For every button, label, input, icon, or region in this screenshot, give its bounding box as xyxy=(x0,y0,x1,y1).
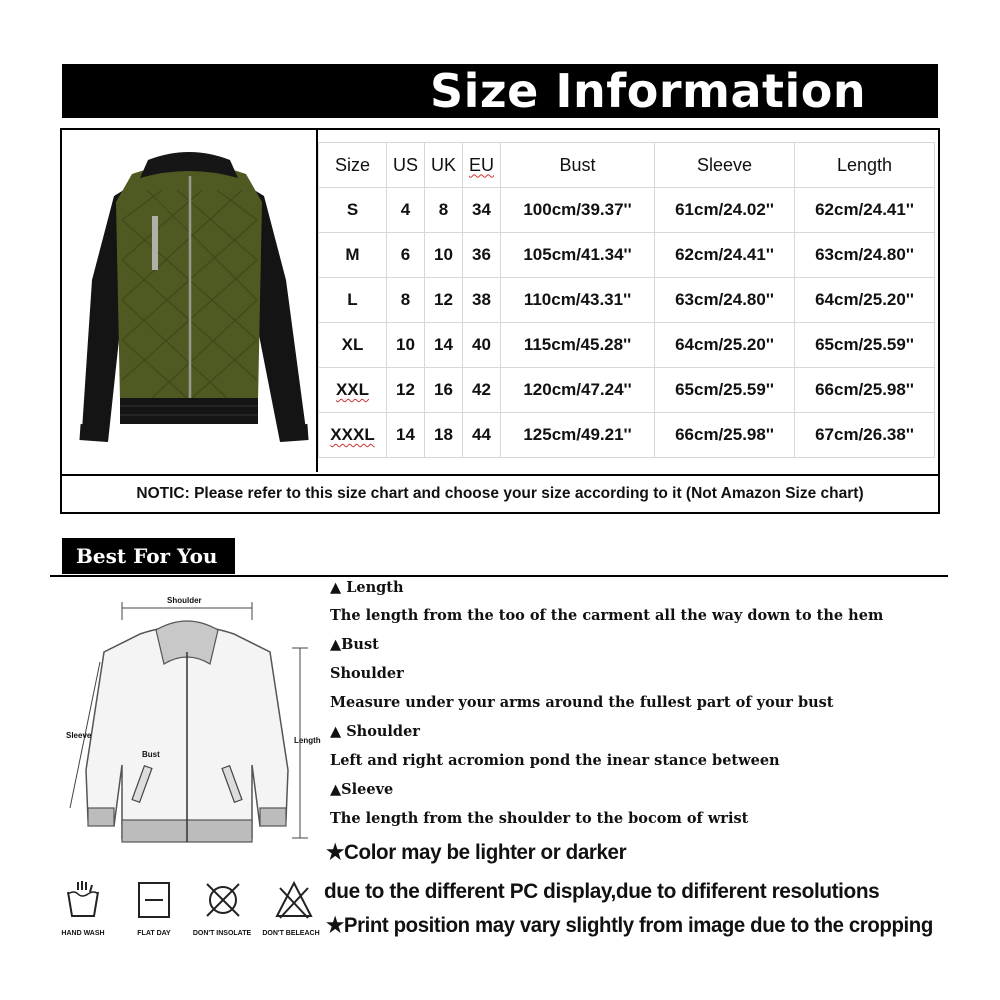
best-for-you-tab: Best For You xyxy=(62,538,235,574)
guide-shoulder-text: Left and right acromion pond the inear stance between xyxy=(330,752,780,769)
table-cell: XXXL xyxy=(330,425,375,444)
table-cell: 42 xyxy=(472,380,491,399)
table-cell: 12 xyxy=(396,380,415,399)
column-header: Sleeve xyxy=(696,154,753,175)
diagram-label-length: Length xyxy=(294,736,321,745)
table-cell: 10 xyxy=(434,245,453,264)
table-cell: 12 xyxy=(434,290,453,309)
table-cell: 61cm/24.02'' xyxy=(675,200,774,219)
table-cell: XXL xyxy=(335,380,370,399)
column-header: UK xyxy=(430,154,456,175)
column-header: Size xyxy=(334,154,370,175)
table-cell: 62cm/24.41'' xyxy=(675,245,774,264)
table-cell: L xyxy=(347,290,358,309)
do-not-insolate-icon xyxy=(203,880,243,920)
table-cell: 66cm/25.98'' xyxy=(675,425,774,444)
column-header: Bust xyxy=(559,154,596,175)
table-header-row xyxy=(319,143,935,188)
product-image-cell xyxy=(62,130,318,472)
table-cell: 18 xyxy=(434,425,453,444)
guide-bust-subheading: Shoulder xyxy=(330,665,404,682)
table-cell: 16 xyxy=(434,380,453,399)
guide-sleeve-heading: ▲Sleeve xyxy=(330,781,394,798)
table-cell: M xyxy=(345,245,360,264)
table-row xyxy=(319,413,935,458)
table-cell: 36 xyxy=(472,245,491,264)
guide-length-heading: ▲ Length xyxy=(330,579,404,596)
table-cell: 14 xyxy=(434,335,453,354)
table-cell: 62cm/24.41'' xyxy=(815,200,914,219)
table-row xyxy=(319,278,935,323)
table-cell: 8 xyxy=(438,200,449,219)
table-cell: 44 xyxy=(472,425,491,444)
diagram-label-shoulder: Shoulder xyxy=(167,596,202,605)
diagram-label-sleeve: Sleeve xyxy=(66,731,92,740)
table-cell: 64cm/25.20'' xyxy=(675,335,774,354)
size-notice: NOTIC: Please refer to this size chart and choose your size according to it (Not Amazon Size chart) xyxy=(62,474,938,512)
table-cell: 38 xyxy=(472,290,491,309)
table-cell: 125cm/49.21'' xyxy=(523,425,632,444)
table-cell: 63cm/24.80'' xyxy=(675,290,774,309)
column-header: US xyxy=(392,154,418,175)
table-cell: S xyxy=(346,200,359,219)
table-row xyxy=(319,368,935,413)
page-title: Size Information xyxy=(430,64,867,118)
table-cell: 110cm/43.31'' xyxy=(523,290,632,309)
table-cell: XL xyxy=(341,335,364,354)
table-cell: 67cm/26.38'' xyxy=(815,425,914,444)
flat-dry-icon xyxy=(136,880,172,920)
table-cell: 105cm/41.34'' xyxy=(523,245,632,264)
guide-shoulder-heading: ▲ Shoulder xyxy=(330,723,420,740)
guide-length-text: The length from the too of the carment all the way down to the hem xyxy=(330,607,884,624)
table-cell: 4 xyxy=(400,200,411,219)
table-cell: 40 xyxy=(472,335,491,354)
guide-bust-text: Measure under your arms around the fullest part of your bust xyxy=(330,694,834,711)
hand-wash-icon xyxy=(64,880,102,920)
table-cell: 8 xyxy=(400,290,411,309)
size-table xyxy=(318,142,935,458)
note-display: due to the different PC display,due to dififerent resolutions xyxy=(324,880,880,903)
note-print: ★Print position may vary slightly from image due to the cropping xyxy=(326,914,933,937)
note-color: ★Color may be lighter or darker xyxy=(326,841,627,864)
table-cell: 6 xyxy=(400,245,411,264)
section-divider xyxy=(50,575,948,577)
diagram-label-bust: Bust xyxy=(142,750,160,759)
table-row xyxy=(319,188,935,233)
table-cell: 120cm/47.24'' xyxy=(523,380,632,399)
table-cell: 66cm/25.98'' xyxy=(815,380,914,399)
table-cell: 65cm/25.59'' xyxy=(675,380,774,399)
guide-sleeve-text: The length from the shoulder to the bocom of wrist xyxy=(330,810,749,827)
do-not-bleach-icon xyxy=(274,880,314,920)
table-cell: 10 xyxy=(396,335,415,354)
column-header: EU xyxy=(468,154,494,175)
do-not-bleach-label: DON'T BELEACH xyxy=(262,930,320,937)
table-cell: 100cm/39.37'' xyxy=(523,200,632,219)
table-cell: 14 xyxy=(396,425,415,444)
table-cell: 65cm/25.59'' xyxy=(815,335,914,354)
table-cell: 63cm/24.80'' xyxy=(815,245,914,264)
table-cell: 64cm/25.20'' xyxy=(815,290,914,309)
column-header: Length xyxy=(836,154,893,175)
table-row xyxy=(319,233,935,278)
guide-bust-heading: ▲Bust xyxy=(330,636,379,653)
do-not-insolate-label: DON'T INSOLATE xyxy=(192,930,252,937)
table-cell: 34 xyxy=(472,200,491,219)
table-cell: 115cm/45.28'' xyxy=(523,335,632,354)
jacket-product-image xyxy=(62,130,316,472)
hand-wash-label: HAND WASH xyxy=(61,930,105,937)
flat-dry-label: FLAT DAY xyxy=(137,930,171,937)
table-row xyxy=(319,323,935,368)
measurement-diagram xyxy=(60,590,325,860)
